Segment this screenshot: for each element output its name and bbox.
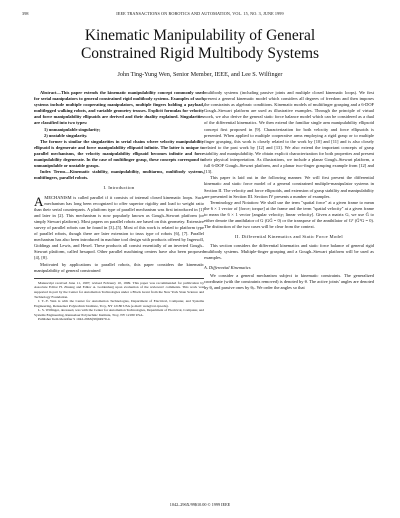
subsection-heading: A. Differential Kinematics xyxy=(204,264,251,270)
singularity-list xyxy=(44,127,204,139)
right-column xyxy=(204,90,374,291)
list-item: 1) unmanipulable singularity; xyxy=(44,126,101,132)
copyright-footer: 1042–296X/99$10.00 © 1999 IEEE xyxy=(169,502,231,507)
intro-paragraph-2: Motivated by applications to parallel robots, this paper considers the kinematic manipulability of general constrained xyxy=(34,261,204,273)
title-line-2: Constrained Rigid Multibody Systems xyxy=(80,45,320,62)
section-heading-introduction: I. Introduction xyxy=(103,185,135,191)
body-paragraph: We consider a general mechanism subject to kinematic constraints. The generalized coordinate (with the constraints removed) is denoted by θ. The active joints' angles are denoted by θₐ and passive ones by θₚ. We order the angles so that xyxy=(204,272,374,290)
body-paragraph: This paper is laid out in the following manner. We will first present the differential kinematic and static force model of a general constrained multiple-manipulator systems in Section II. The velocity and force ellipsoids, and extension of grasp stability and manipulability are presented in Section III. Section IV presents a number of examples. xyxy=(204,175,374,199)
section-heading-differential-kinematics: II. Differential Kinematics and Static Force Model xyxy=(235,234,343,240)
abstract xyxy=(34,90,204,181)
footnote: Manuscript received June 11, 1997; revised February 10, 1999. This paper was recommended for publication by Associate Editor H. Zhuang and Editor A. Goldenberg upon evaluation of the reviewers' comments. This work was supported in part by the Center for Automation Technologies under a Block Grant from the New York State Science and Technology Foundation. xyxy=(34,280,204,299)
drop-cap: A xyxy=(34,193,44,209)
left-column xyxy=(34,90,204,322)
footnote: L. S. Wilfinger, deceased, was with the Center for Automation Technologies, Department of Electrical, Computer, and Systems Engineering, Rensselaer Polytechnic Institute, Troy, NY 12180 USA. xyxy=(34,308,204,317)
abstract-text: Abstract—This paper extends the kinematic manipulability concept commonly used for serial manipulators to general constrained rigid multibody systems. Examples of such systems include multiple cooperating manipulators, multiple fingers holding a payload, multilegged walking robots, and variable geometry trusses. Explicit formulas for velocity and force manipulability ellipsoids are derived and their duality explained. Singularities are classified into two types: xyxy=(34,90,204,126)
body-paragraph: multibody systems (including passive joints and multiple closed kinematic loops). We first present a general kinematic model which considers all degrees of freedom and then imposes the constraints as algebraic conditions. Kinematic models of multifinger grasping and a 6-DOF Gough–Stewart platform are used as illustrative examples. Through the principle of virtual work, we also derive the general static force balance model which can be considered as a dual of the differential kinematics. We then extend the familiar single arm manipulability ellipsoid concept first proposed in [9]. Characterization for both velocity and force ellipsoids is presented. When applied to multiple cooperative arms employing a rigid grasp or to multiple finger grasping, this work is closely related to the work by [10] and [11] and is also closely related to the past work by [12] and [13]. We also extend the important concepts of grasp stability and manipulability. We obtain explicit characterization for both properties and present their physical interpretation. As illustrations, we include a planar Gough–Stewart platform, a full 6-DOF Gough–Stewart platform, and a planar two-finger grasping example from [12] and [13]. xyxy=(204,90,374,175)
authors: John Ting-Yung Wen, Senior Member, IEEE, and Lee S. Wilfinger xyxy=(117,71,283,78)
title-line-1: Kinematic Manipulability of General xyxy=(84,27,316,44)
intro-text: MECHANISM is called parallel if it consists of internal closed kinematic loops. Such mechanism has long been recognized to offer superior rigidity and load to weight ratio than their serial counterparts. A platform type of parallel mechanism was first introduced in [1] and later in [2]. This mechanism is now popularly known as Gough–Stewart platform (or simply Stewart platform). Most papers on parallel robots are based on this geometry. Extensive survey of parallel robots can be found in [3]–[5]. Most of this work is related to platform type of parallel robots, though there are later extension to truss type of robots [6], [7]. Parallel mechanism has also been introduced in machine tool design with products offered by Ingersoll, Giddings and Lewis, and Hexel. These products all consist essentially of an inverted Gough–Stewart platform, called hexapod. Other parallel machining centers have also been proposed [4], [8]. xyxy=(34,194,204,261)
footnote: J. T.-Y. Wen is with the Center for Automation Technologies, Department of Electrical, Computer, and Systems Engineering, Rensselaer Polytechnic Institute, Troy, NY 12180 USA (e-mail: wen@cat.rpi.edu). xyxy=(34,299,204,308)
page-number: 398 xyxy=(22,11,29,16)
abstract-text-2: The former is similar the singularities in serial chains where velocity manipulability ellipsoid is degenerate and force manipulability ellipsoid infinite. The latter is unique to parallel mechanisms, the velocity manipulability ellipsoid becomes infinite and force manipulability degenerate. In the case of multifinger grasp, these concepts correspond to unmanipulable or unstable grasps. xyxy=(34,138,204,169)
journal-header: IEEE TRANSACTIONS ON ROBOTICS AND AUTOMATION, VOL. 15, NO. 3, JUNE 1999 xyxy=(116,11,284,16)
index-terms: Index Terms—Kinematic stability, manipulability, multiarms, multibody systems, multifingers, parallel robots. xyxy=(34,169,204,181)
footnotes xyxy=(34,278,204,322)
intro-paragraph xyxy=(34,195,204,262)
paper-title xyxy=(0,27,400,63)
running-header xyxy=(22,11,378,19)
footnote: Publisher Item Identifier S 1042-296X(99)04970-4. xyxy=(38,317,111,322)
terminology-paragraph: Terminology and Notation: We shall use the term "spatial force" at a given frame to mean the 6 × 1 vector of [force; torque] at the frame and the term "spatial velocity" at a given frame to mean the 6 × 1 vector [angular velocity; linear velocity]. Given a matrix G, we use G̃ to either denote the annihilator of G (GG̃ = 0) or the transpose of the annihilator of Gᵀ (G̃ᵀG = 0). The distinction of the two cases will be clear from the context. xyxy=(204,199,374,230)
body-paragraph: This section considers the differential kinematics and static force balance of general rigid multibody systems. Multiple-finger grasping and a Gough–Stewart platform will be used as examples. xyxy=(204,243,374,261)
list-item: 2) unstable singularity. xyxy=(44,132,88,138)
